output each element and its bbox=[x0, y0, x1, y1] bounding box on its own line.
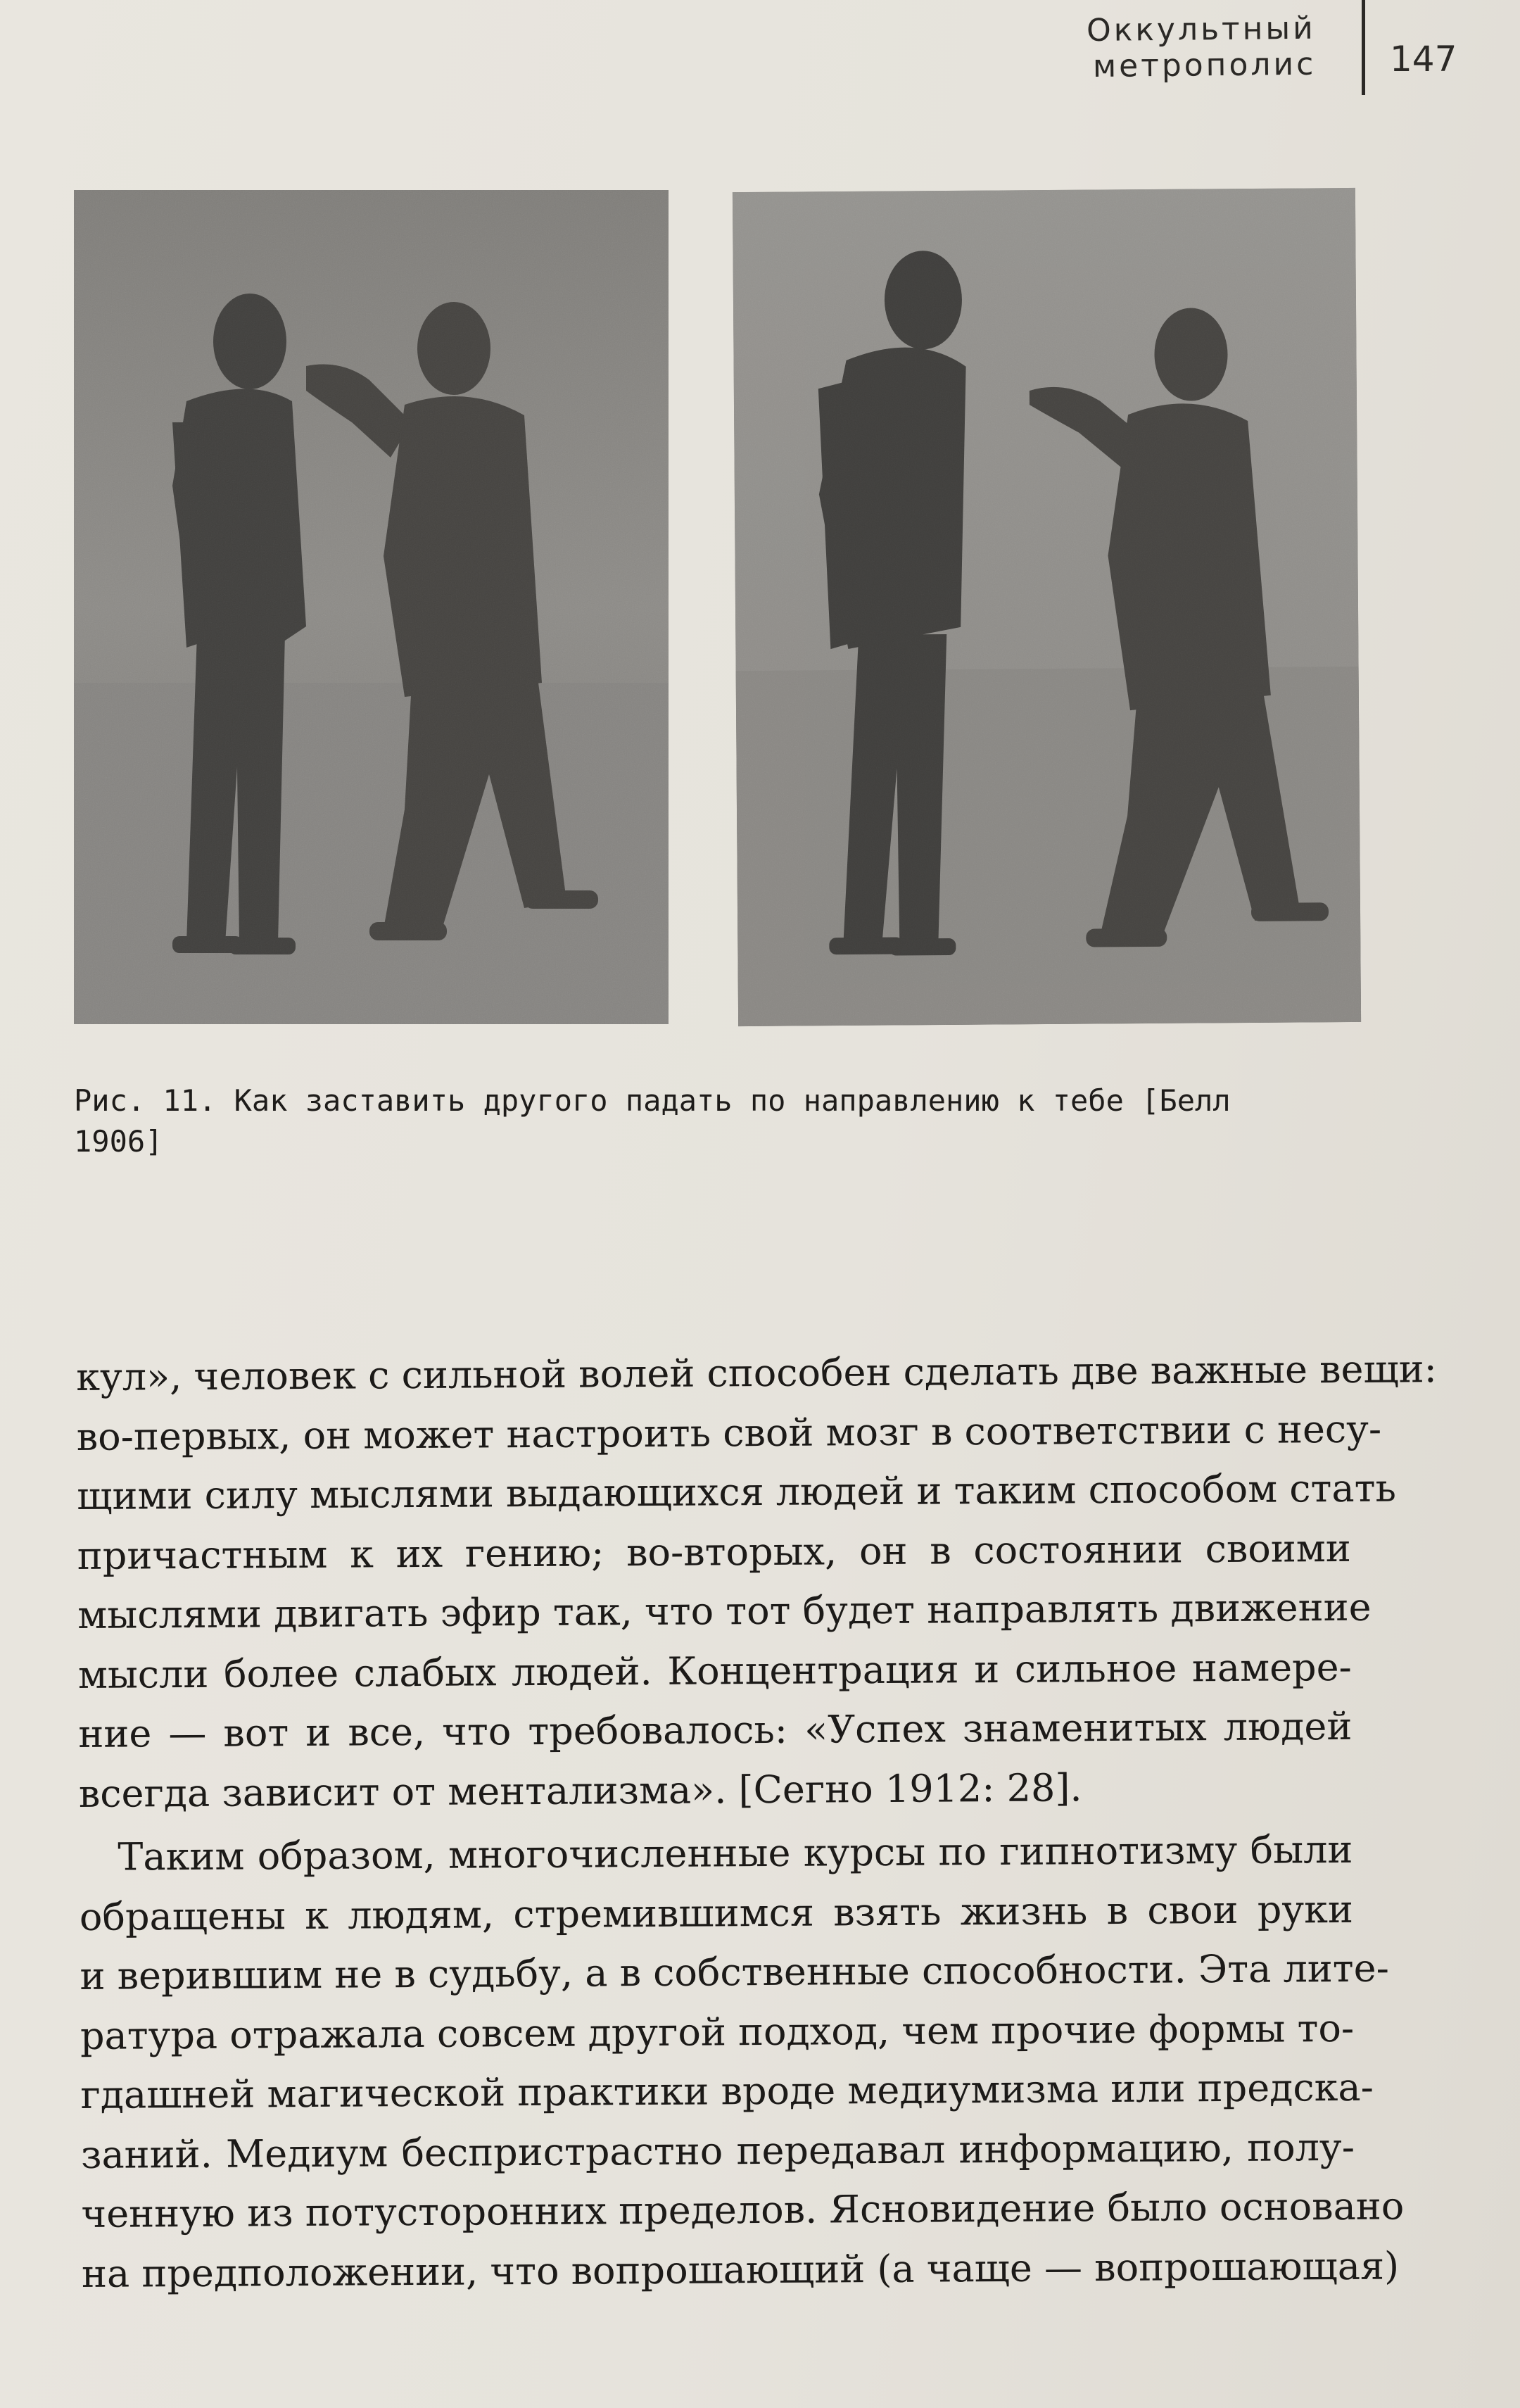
text-line: Таким образом, многочисленные курсы по гипнотизму были bbox=[118, 1827, 1353, 1879]
text-line: ченную из потусторонних пределов. Ясновидение было основано bbox=[81, 2183, 1405, 2236]
figure-caption bbox=[74, 1080, 1362, 1162]
figure-photo-left bbox=[74, 190, 669, 1024]
figure-photo-right bbox=[733, 188, 1361, 1026]
text-line: всегда зависит от ментализма». [Сегно 1912: 28]. bbox=[78, 1765, 1082, 1816]
page-number: 147 bbox=[1390, 39, 1457, 80]
text-line: на предположении, что вопрошающий (а чаще — вопрошающая) bbox=[81, 2243, 1400, 2296]
caption-line: Рис. 11. Как заставить другого падать по направлению к тебе [Белл bbox=[74, 1083, 1231, 1118]
text-line: щими силу мыслями выдающихся людей и таким способом стать bbox=[77, 1465, 1397, 1518]
text-line: ние — вот и все, что требовалось: «Успех знаменитых людей bbox=[78, 1703, 1353, 1756]
text-line: кул», человек с сильной волей способен сделать две важные вещи: bbox=[76, 1347, 1438, 1399]
text-line: во-первых, он может настроить свой мозг в соответствии с несу- bbox=[76, 1406, 1382, 1459]
caption-line: 1906] bbox=[74, 1124, 163, 1159]
paragraph-2 bbox=[79, 1820, 1405, 2304]
text-line: мысли более слабых людей. Концентрация и сильное намере- bbox=[77, 1644, 1352, 1697]
text-line: причастным к их гению; во-вторых, он в состоянии своими bbox=[77, 1525, 1351, 1578]
text-line: обращены к людям, стремившимся взять жизнь в свои руки bbox=[79, 1886, 1354, 1939]
text-line: и верившим не в судьбу, а в собственные способности. Эта лите- bbox=[80, 1946, 1390, 1998]
text-line: гдашней магической практики вроде медиумизма или предска- bbox=[80, 2065, 1374, 2117]
paragraph-1 bbox=[76, 1340, 1438, 1824]
text-line: ратура отражала совсем другой подход, чем прочие формы то- bbox=[80, 2005, 1355, 2058]
body-text bbox=[76, 1340, 1438, 2304]
running-title: Оккультный метрополис bbox=[1086, 10, 1317, 84]
photo-right-illustration bbox=[733, 188, 1361, 1026]
header-divider bbox=[1362, 0, 1365, 95]
text-line: мыслями двигать эфир так, что тот будет направлять движение bbox=[77, 1584, 1372, 1637]
photo-left-illustration bbox=[74, 190, 669, 1024]
text-line: заний. Медиум беспристрастно передавал информацию, полу- bbox=[80, 2124, 1355, 2177]
